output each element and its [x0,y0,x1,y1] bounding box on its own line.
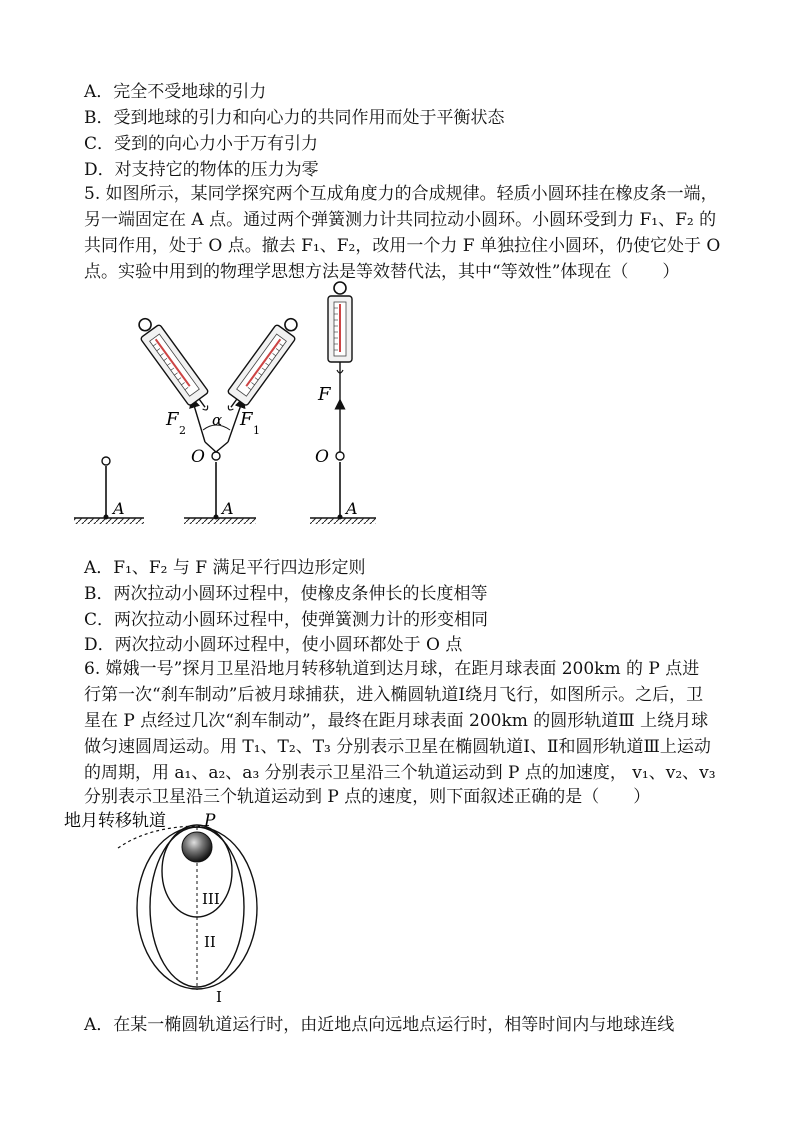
q6-stem-line-6: 分别表示卫星沿三个轨道运动到 P 点的速度，则下面叙述正确的是（ ） [84,787,651,807]
q5-option-a: A．F₁、F₂ 与 F 满足平行四边形定则 [84,558,366,578]
label-f: F [318,384,331,405]
q6-stem-line-5: 的周期，用 a₁、a₂、a₃ 分别表示卫星沿三个轨道运动到 P 点的加速度， v₁、v₂、v₃ [84,763,716,783]
label-f2: F [166,409,179,430]
q5-stem-line-4: 点。实验中用到的物理学思想方法是等效替代法，其中“等效性”体现在（ ） [84,262,680,282]
q4-option-a: A．完全不受地球的引力 [84,82,267,102]
q4-option-c: C．受到的向心力小于万有引力 [84,134,319,154]
moon [182,832,212,862]
q6-option-a: A．在某一椭圆轨道运行时，由近地点向远地点运行时，相等时间内与地球连线 [84,1015,675,1035]
label-iii: III [202,890,220,908]
label-a-2: A [222,499,234,518]
label-f2-sub: 2 [179,424,186,437]
q6-stem-line-2: 行第一次“刹车制动”后被月球捕获，进入椭圆轨道Ⅰ绕月飞行，如图所示。之后，卫 [84,685,704,705]
q6-stem-line-4: 做匀速圆周运动。用 T₁、T₂、T₃ 分别表示卫星在椭圆轨道Ⅰ、Ⅱ和圆形轨道Ⅲ上运动 [84,737,711,757]
label-p: P [204,811,216,831]
label-f1: F [240,409,253,430]
label-o-2: O [191,447,205,467]
q5-stem-line-3: 共同作用，处于 O 点。撤去 F₁、F₂，改用一个力 F 单独拉住小圆环，仍使它处于 O [84,236,721,256]
label-ii: II [204,933,216,951]
q5-option-b: B．两次拉动小圆环过程中，使橡皮条伸长的长度相等 [84,584,488,604]
q4-option-b: B．受到地球的引力和向心力的共同作用而处于平衡状态 [84,108,505,128]
label-a-1: A [113,499,125,518]
q6-stem-line-3: 星在 P 点经过几次“刹车制动”，最终在距月球表面 200km 的圆形轨道Ⅲ 上绕月球 [84,711,709,731]
transfer-orbit-label: 地月转移轨道 [64,811,166,831]
q5-stem-line-1: 5. 如图所示，某同学探究两个互成角度力的合成规律。轻质小圆环挂在橡皮条一端， [84,184,718,204]
q5-option-c: C．两次拉动小圆环过程中，使弹簧测力计的形变相同 [84,610,489,630]
q5-option-d: D．两次拉动小圆环过程中，使小圆环都处于 O 点 [84,635,463,655]
label-o-3: O [315,447,329,467]
label-a-3: A [346,499,358,518]
label-alpha: α [212,411,223,429]
q5-stem-line-2: 另一端固定在 A 点。通过两个弹簧测力计共同拉动小圆环。小圆环受到力 F₁、F₂ 的 [84,210,717,230]
label-f1-sub: 1 [253,424,260,437]
q4-option-d: D．对支持它的物体的压力为零 [84,160,319,180]
label-i: I [216,988,222,1006]
q6-stem-line-1: 6. 嫦娥一号”探月卫星沿地月转移轨道到达月球，在距月球表面 200km 的 P 点进 [84,659,700,679]
